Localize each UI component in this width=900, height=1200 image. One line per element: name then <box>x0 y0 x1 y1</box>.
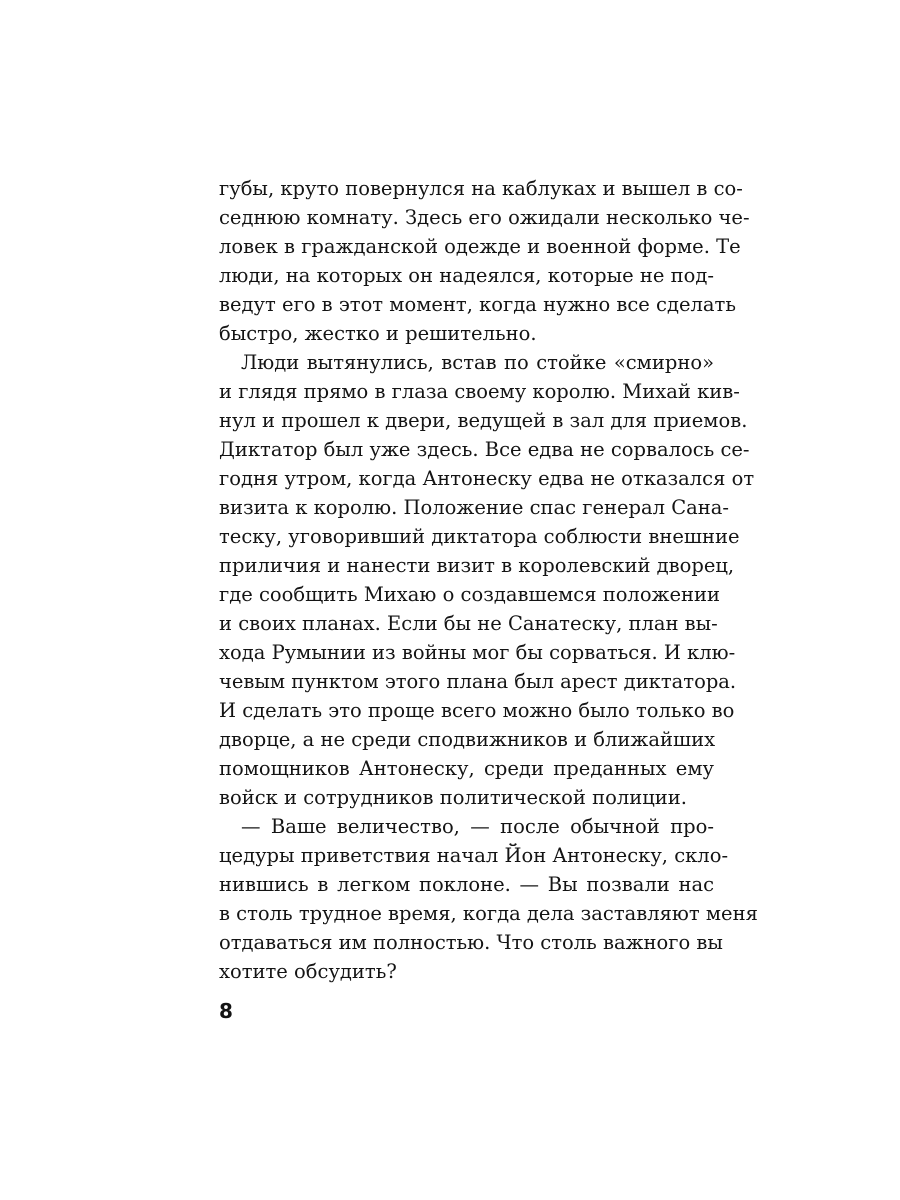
text-line: хода Румынии из войны мог бы сорваться. И клю- <box>219 641 736 664</box>
text-line: нул и прошел к двери, ведущей в зал для приемов. <box>219 409 748 432</box>
text-line: в столь трудное время, когда дела заставляют меня <box>219 902 758 925</box>
text-line: люди, на которых он надеялся, которые не под- <box>219 264 714 287</box>
text-line: отдаваться им полностью. Что столь важного вы <box>219 931 723 954</box>
text-line: помощников Антонеску, среди преданных ему <box>219 757 714 780</box>
text-line: седнюю комнату. Здесь его ожидали несколько че- <box>219 206 750 229</box>
text-line: ловек в гражданской одежде и военной форме. Те <box>219 235 741 258</box>
text-line: И сделать это проще всего можно было только во <box>219 699 735 722</box>
paragraph <box>219 348 755 812</box>
text-line: Люди вытянулись, встав по стойке «смирно» <box>241 351 714 374</box>
text-line: хотите обсудить? <box>219 960 397 983</box>
text-line: где сообщить Михаю о создавшемся положении <box>219 583 721 606</box>
page-text <box>219 174 758 986</box>
paragraph <box>219 812 758 986</box>
text-line: войск и сотрудников политической полиции. <box>219 786 687 809</box>
page-number: 8 <box>219 999 233 1023</box>
text-line: быстро, жестко и решительно. <box>219 322 537 345</box>
text-line: дворце, а не среди сподвижников и ближайших <box>219 728 716 751</box>
text-line: цедуры приветствия начал Йон Антонеску, скло- <box>219 844 729 867</box>
text-line: Диктатор был уже здесь. Все едва не сорвалось се- <box>219 438 750 461</box>
text-line: и своих планах. Если бы не Санатеску, план вы- <box>219 612 718 635</box>
text-line: годня утром, когда Антонеску едва не отказался от <box>219 467 755 490</box>
text-line: нившись в легком поклоне. — Вы позвали нас <box>219 873 714 896</box>
text-line: теску, уговоривший диктатора соблюсти внешние <box>219 525 740 548</box>
text-line: губы, круто повернулся на каблуках и вышел в со- <box>219 177 743 200</box>
paragraph <box>219 174 750 348</box>
text-line: — Ваше величество, — после обычной про- <box>241 815 714 838</box>
text-line: чевым пунктом этого плана был арест диктатора. <box>219 670 737 693</box>
text-line: приличия и нанести визит в королевский дворец, <box>219 554 735 577</box>
text-line: визита к королю. Положение спас генерал Сана- <box>219 496 730 519</box>
text-line: ведут его в этот момент, когда нужно все сделать <box>219 293 736 316</box>
text-line: и глядя прямо в глаза своему королю. Михай кив- <box>219 380 740 403</box>
